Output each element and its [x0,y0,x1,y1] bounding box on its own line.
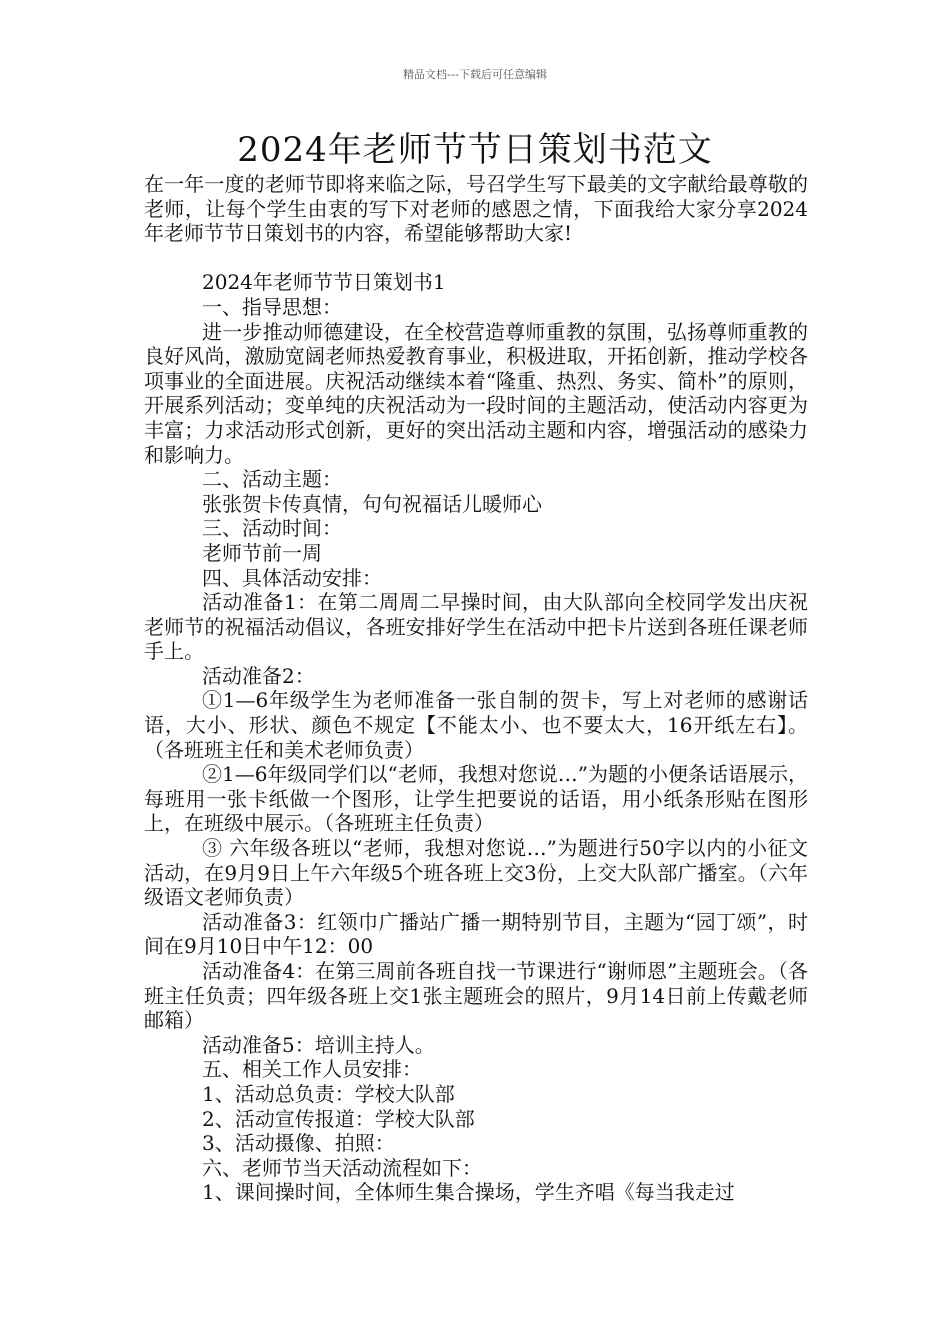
section-title: 2024年老师节节日策划书1 [202,270,446,295]
list-item-staff-2: 2、活动宣传报道：学校大队部 [202,1106,475,1131]
intro-paragraph: 在一年一度的老师节即将来临之际，号召学生写下最美的文字献给最尊敬的老师，让每个学生由衷的写下对老师的感恩之情，下面我给大家分享2024年老师节节日策划书的内容，希望能够帮助大家! [144,172,808,246]
paragraph-preparation-1: 活动准备1：在第二周周二早操时间，由大队部向全校同学发出庆祝老师节的祝福活动倡议，各班安排好学生在活动中把卡片送到各班任课老师手上。 [144,590,808,664]
heading-day-flow: 六、老师节当天活动流程如下： [202,1155,482,1180]
heading-activity-arrangement: 四、具体活动安排： [202,565,382,590]
paragraph-preparation-2-item-3: ③ 六年级各班以“老师，我想对您说…”为题进行50字以内的小征文活动，在9月9日上午六年级5个班各班上交3份，上交大队部广播室。（六年级语文老师负责） [144,836,808,910]
paragraph-preparation-2-heading: 活动准备2： [202,663,315,688]
list-item-staff-1: 1、活动总负责：学校大队部 [202,1081,455,1106]
heading-activity-theme: 二、活动主题： [202,467,342,492]
paragraph-preparation-2-item-1: ①1—6年级学生为老师准备一张自制的贺卡，写上对老师的感谢话语，大小、形状、颜色不规定【不能太小、也不要太大，16开纸左右】。（各班班主任和美术老师负责） [144,688,808,762]
list-item-flow-1: 1、课间操时间，全体师生集合操场，学生齐唱《每当我走过 [202,1180,735,1205]
heading-staff-arrangement: 五、相关工作人员安排： [202,1057,422,1082]
paragraph-preparation-2-item-2: ②1—6年级同学们以“老师，我想对您说…”为题的小便条话语展示，每班用一张卡纸做一个图形，让学生把要说的话语，用小纸条形贴在图形上，在班级中展示。（各班班主任负责） [144,762,808,836]
paragraph-activity-theme: 张张贺卡传真情，句句祝福话儿暖师心 [202,491,542,516]
paragraph-preparation-5: 活动准备5：培训主持人。 [202,1032,435,1057]
document-title: 2024年老师节节日策划书范文 [237,130,713,170]
paragraph-activity-time: 老师节前一周 [202,540,322,565]
heading-guiding-thought: 一、指导思想： [202,294,342,319]
paragraph-guiding-thought: 进一步推动师德建设，在全校营造尊师重教的氛围，弘扬尊师重教的良好风尚，激励宽阔老师热爱教育事业，积极进取，开拓创新，推动学校各项事业的全面进展。庆祝活动继续本着“隆重、热烈、务实、简朴”的原则，开展系列活动；变单纯的庆祝活动为一段时间的主题活动，使活动内容更为丰富；力求活动形式创新，更好的突出活动主题和内容，增强活动的感染力和影响力。 [144,319,808,467]
document-body [144,172,808,1205]
heading-activity-time: 三、活动时间： [202,516,342,541]
paragraph-spacer [144,246,808,271]
paragraph-preparation-4: 活动准备4：在第三周前各班自找一节课进行“谢师恩”主题班会。（各班主任负责；四年级各班上交1张主题班会的照片，9月14日前上传戴老师邮箱） [144,959,808,1033]
paragraph-preparation-3: 活动准备3：红领巾广播站广播一期特别节目，主题为“园丁颂”，时间在9月10日中午12：00 [144,909,808,959]
header-watermark: 精品文档---下载后可任意编辑 [403,68,547,81]
list-item-staff-3: 3、活动摄像、拍照： [202,1131,395,1156]
